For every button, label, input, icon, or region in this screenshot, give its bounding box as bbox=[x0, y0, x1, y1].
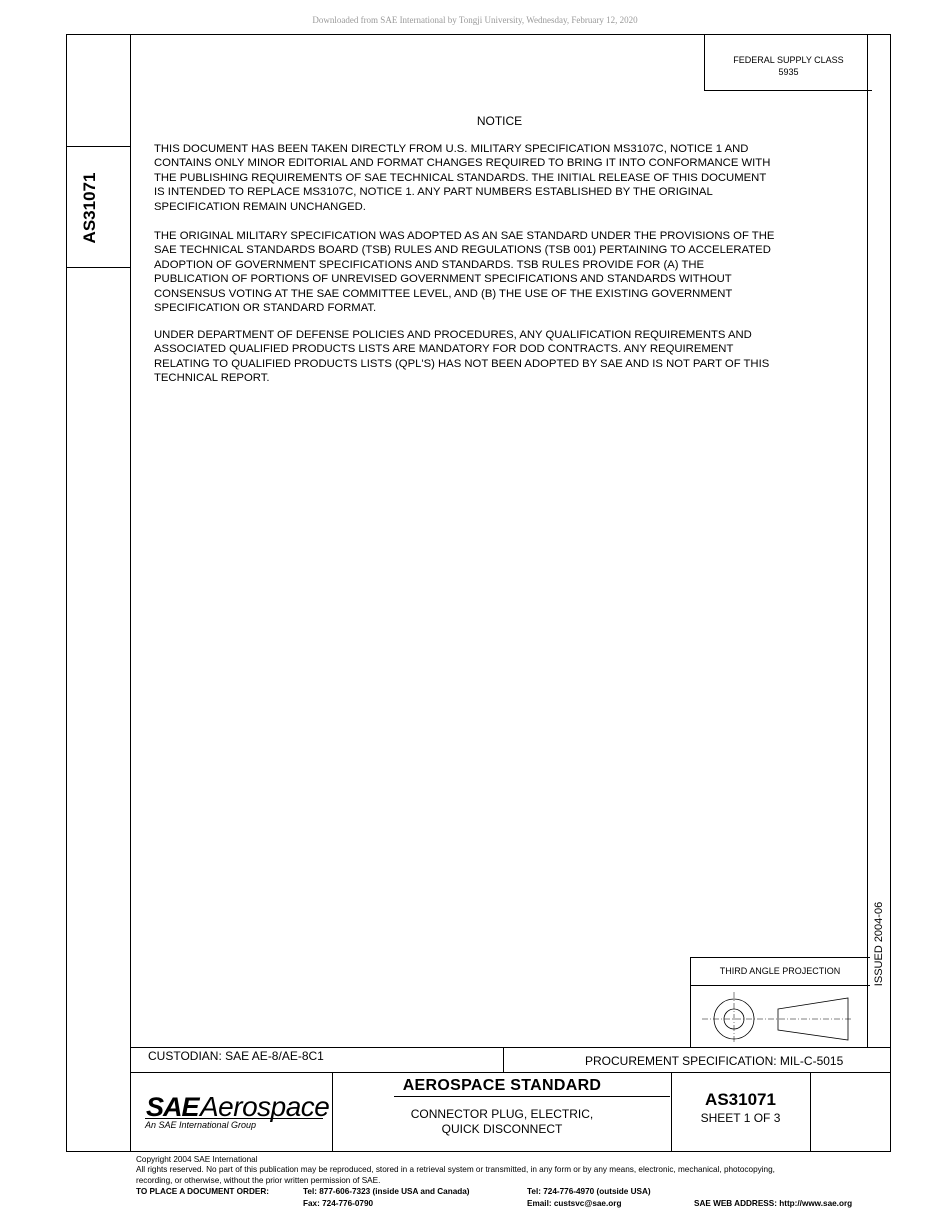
right-margin-line bbox=[867, 34, 868, 1047]
tel-inside: Tel: 877-606-7323 (inside USA and Canada) bbox=[303, 1187, 470, 1196]
paragraph-line: TECHNICAL REPORT. bbox=[154, 372, 270, 385]
logo-tagline: An SAE International Group bbox=[145, 1120, 257, 1130]
side-tab bbox=[66, 146, 131, 268]
custodian-label: CUSTODIAN: SAE AE-8/AE-8C1 bbox=[148, 1049, 324, 1063]
document-title-line-2: QUICK DISCONNECT bbox=[441, 1122, 563, 1136]
document-title-line-1: CONNECTOR PLUG, ELECTRIC, bbox=[410, 1107, 594, 1121]
third-angle-projection-label: THIRD ANGLE PROJECTION bbox=[719, 966, 841, 976]
tel-outside: Tel: 724-776-4970 (outside USA) bbox=[527, 1187, 651, 1196]
paragraph-line: RELATING TO QUALIFIED PRODUCTS LISTS (QPL'S) HAS NOT BEEN ADOPTED BY SAE AND IS NOT PART OF THIS bbox=[154, 357, 770, 370]
notice-paragraph-1 bbox=[154, 142, 854, 214]
download-banner: Downloaded from SAE International by Tongji University, Wednesday, February 12, 2020 bbox=[312, 15, 638, 25]
paragraph-line: PUBLICATION OF PORTIONS OF UNREVISED GOVERNMENT SPECIFICATIONS AND STANDARDS WITHOUT bbox=[154, 273, 732, 286]
federal-supply-class-box bbox=[704, 34, 872, 91]
notice-paragraph-2 bbox=[154, 229, 854, 315]
third-angle-projection-symbol-icon bbox=[692, 990, 862, 1045]
paragraph-line: CONTAINS ONLY MINOR EDITORIAL AND FORMAT CHANGES REQUIRED TO BRING IT INTO CONFORMANCE WITH bbox=[154, 157, 771, 170]
web-address-link[interactable]: SAE WEB ADDRESS: http://www.sae.org bbox=[694, 1199, 853, 1208]
projection-divider bbox=[690, 985, 870, 986]
paragraph-line: SPECIFICATION REMAIN UNCHANGED. bbox=[154, 200, 366, 213]
sae-logo-mark: SAE bbox=[146, 1092, 199, 1122]
federal-supply-class-label: FEDERAL SUPPLY CLASS bbox=[733, 55, 844, 65]
title-block-divider-3 bbox=[810, 1073, 811, 1152]
logo-rule bbox=[145, 1118, 323, 1119]
standard-type-title: AEROSPACE STANDARD bbox=[402, 1077, 602, 1094]
paragraph-line: ASSOCIATED QUALIFIED PRODUCTS LISTS ARE MANDATORY FOR DOD CONTRACTS. ANY REQUIREMENT bbox=[154, 343, 734, 356]
document-title bbox=[333, 1107, 671, 1137]
notice-title: NOTICE bbox=[476, 114, 523, 128]
copyright-line: Copyright 2004 SAE International bbox=[136, 1155, 258, 1164]
paragraph-line: THE PUBLISHING REQUIREMENTS OF SAE TECHNICAL STANDARDS. THE INITIAL RELEASE OF THIS DOCUMENT bbox=[154, 171, 767, 184]
federal-supply-class-value: 5935 bbox=[778, 67, 799, 77]
sheet-number: SHEET 1 OF 3 bbox=[700, 1111, 781, 1125]
rights-line-2: recording, or otherwise, without the prior written permission of SAE. bbox=[136, 1176, 381, 1185]
paragraph-line: IS INTENDED TO REPLACE MS3107C, NOTICE 1. ANY PART NUMBERS ESTABLISHED BY THE ORIGINAL bbox=[154, 186, 713, 199]
paragraph-line: THE ORIGINAL MILITARY SPECIFICATION WAS ADOPTED AS AN SAE STANDARD UNDER THE PROVISIONS OF THE bbox=[154, 230, 775, 242]
notice-paragraph-3 bbox=[154, 328, 854, 386]
paragraph-line: UNDER DEPARTMENT OF DEFENSE POLICIES AND PROCEDURES, ANY QUALIFICATION REQUIREMENTS AND bbox=[154, 329, 752, 341]
rights-line-1: All rights reserved. No part of this publication may be reproduced, stored in a retrieval system or transmitted, in any form or by any means, electronic, mechanical, photocopying, bbox=[136, 1165, 775, 1174]
order-label: TO PLACE A DOCUMENT ORDER: bbox=[136, 1187, 269, 1196]
aerospace-logo-wordmark: Aerospace bbox=[200, 1091, 330, 1122]
paragraph-line: ADOPTION OF GOVERNMENT SPECIFICATIONS AND STANDARDS. TSB RULES PROVIDE FOR (A) THE bbox=[154, 258, 705, 271]
paragraph-line: SAE TECHNICAL STANDARDS BOARD (TSB) RULES AND REGULATIONS (TSB 001) PERTAINING TO ACCELERATED bbox=[154, 244, 771, 257]
paragraph-line: THIS DOCUMENT HAS BEEN TAKEN DIRECTLY FROM U.S. MILITARY SPECIFICATION MS3107C, NOTICE 1 AND bbox=[154, 143, 749, 155]
issued-stamp: ISSUED 2004-06 bbox=[873, 901, 885, 987]
custodian-divider bbox=[503, 1047, 504, 1073]
paragraph-line: CONSENSUS VOTING AT THE SAE COMMITTEE LEVEL, AND (B) THE USE OF THE EXISTING GOVERNMENT bbox=[154, 287, 733, 300]
procurement-specification: PROCUREMENT SPECIFICATION: MIL-C-5015 bbox=[585, 1054, 844, 1068]
fax: Fax: 724-776-0790 bbox=[303, 1199, 374, 1208]
side-tab-doc-number: AS31071 bbox=[80, 172, 99, 244]
email-link[interactable]: Email: custsvc@sae.org bbox=[527, 1199, 622, 1208]
document-number: AS31071 bbox=[705, 1090, 776, 1109]
paragraph-line: SPECIFICATION OR STANDARD FORMAT. bbox=[154, 302, 377, 315]
title-underline bbox=[394, 1096, 670, 1097]
